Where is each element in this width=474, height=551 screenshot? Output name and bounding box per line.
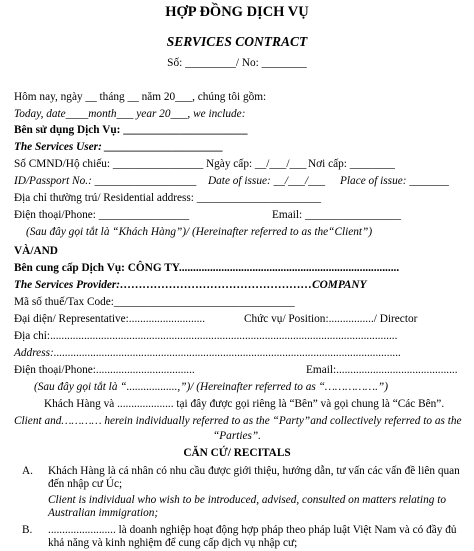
services-provider-vi: Bên cung cấp Dịch Vụ: CÔNG TY.............................................................................. [14,262,400,274]
id-issue-place-en: Place of issue: _______ [340,175,449,187]
provider-reference-note: (Sau đây gọi tắt là “..................,”)/ (Hereinafter referred to as “…………….”) [34,381,388,393]
date-line-vi: Hôm nay, ngày __ tháng __ năm 20___, chúng tôi gồm: [14,91,267,103]
services-provider-en: The Services Provider:……………………………………………COMPANY [14,279,367,291]
services-user-en: The Services User: _____________________ [14,141,224,153]
provider-address-vi: Địa chỉ:........................................................................................................................... [14,330,398,342]
position-line: Chức vụ/ Position:................/ Director [244,313,418,325]
and-separator: VÀ/AND [14,245,58,257]
residential-address-line: Địa chỉ thường trú/ Residential address: ______________________ [14,192,322,204]
recitals-heading: CĂN CỨ/ RECITALS [183,447,291,459]
services-user-vi: Bên sử dụng Dịch Vụ: ______________________ [14,124,248,136]
provider-phone: Điện thoại/Phone:................................... [14,364,195,376]
provider-email: Email:........................................... [306,364,458,376]
id-issue-place-vi: Nơi cấp: ________ [308,158,395,170]
date-line-en: Today, date____month___ year 20___, we include: [14,108,246,120]
provider-address-en: Address:........................................................................................................................... [14,347,402,359]
id-number-vi: Số CMND/Hộ chiếu: ________________ [14,158,204,170]
id-issue-date-en: Date of issue: __/___/___ [208,175,326,187]
id-number-en: ID/Passport No.: __________________ [14,175,197,187]
recital-a-vi: Khách Hàng là cá nhân có nhu cầu được giới thiệu, hướng dẫn, tư vấn các vấn đề liên quan đến nhập cư Úc; [48,465,460,490]
client-reference-note: (Sau đây gọi tắt là “Khách Hàng”)/ (Hereinafter referred to as the“Client”) [26,226,373,238]
client-phone: Điện thoại/Phone: ________________ [14,209,190,221]
tax-code-line: Mã số thuế/Tax Code:________________________________ [14,296,295,308]
parties-definition-vi: Khách Hàng và .................... tại đây được gọi riêng là “Bên” và gọi chung là “Các Bên”. [44,398,445,410]
recital-a-marker: A. [22,465,33,477]
recital-a-en: Client is individual who wish to be introduced, advised, consulted on matters relating to Australian immigration; [48,494,446,519]
contract-title: HỢP ĐỒNG DỊCH VỤ [165,4,309,20]
contract-number-line: Số: _________/ No: ________ [167,57,307,69]
contract-subtitle: SERVICES CONTRACT [166,34,308,49]
recital-b-vi: ........................ là doanh nghiệp hoạt động hợp pháp theo pháp luật Việt Nam và có đầy đủ khả năng và kinh nghiệm để cung cấp dịch vụ nhập cư; [48,524,457,549]
parties-definition-en-1: Client and………… herein individually referred to as the “Party”and collectively referred to as the [14,415,462,427]
client-email: Email: _________________ [272,209,401,221]
representative-line: Đại diện/ Representative:........................... [14,313,206,325]
recital-b-marker: B. [22,524,33,536]
parties-definition-en-2: “Parties”. [212,430,262,442]
id-issue-date-vi: Ngày cấp: __/___/___ [206,158,307,170]
